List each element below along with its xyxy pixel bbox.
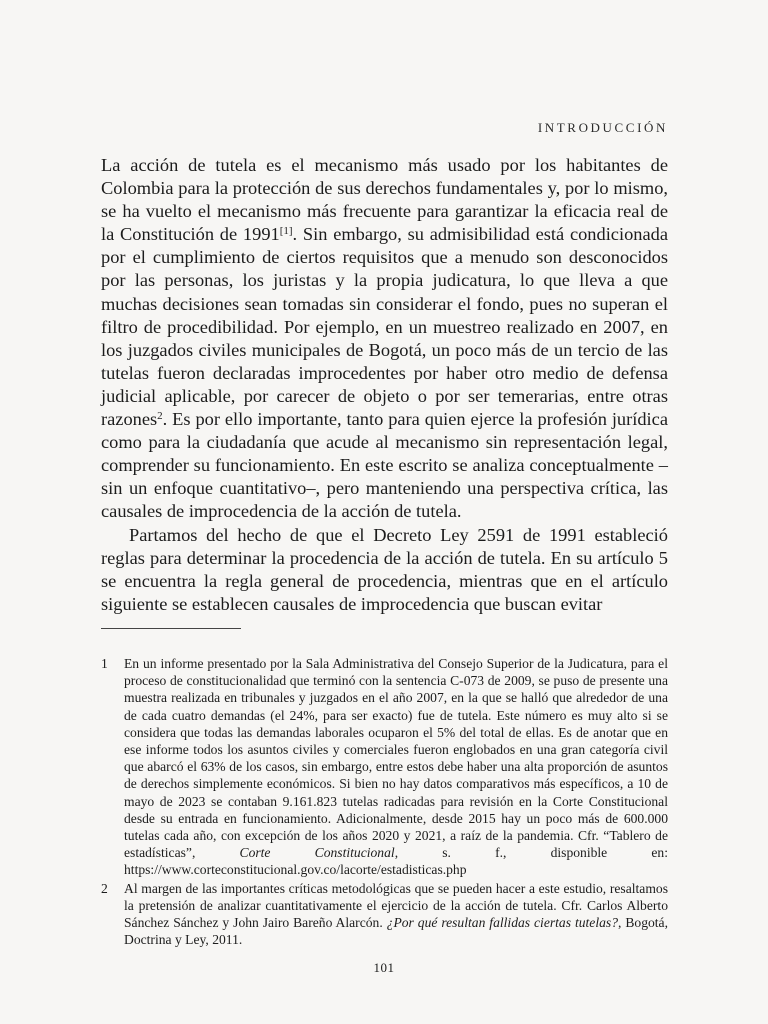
footnote-2 — [101, 880, 668, 949]
main-text — [101, 154, 668, 616]
paragraph-1 — [101, 154, 668, 524]
footnote-italic: Corte Constitucional — [239, 845, 395, 861]
footnote-italic: ¿Por qué resultan fallidas ciertas tutelas? — [386, 915, 618, 931]
paragraph-2: Partamos del hecho de que el Decreto Ley 2591 de 1991 estableció reglas para determinar la procedencia de la acción de tutela. En su artículo 5 se encuentra la regla general de procedencia, mientras que en el artículo siguiente se establecen causales de improcedencia que buscan evitar — [101, 524, 668, 614]
footnote-number: 1 — [101, 656, 108, 671]
running-head: INTRODUCCIÓN — [537, 120, 668, 135]
page-number: 101 — [373, 960, 395, 975]
footnote-text-end: , s. f., disponible en: https://www.corteconstitucional.gov.co/lacorte/estadisticas.php — [124, 845, 668, 878]
paragraph-1-part-2: . Sin embargo, su admisibilidad está condicionada por el cumplimiento de ciertos requisitos que a menudo son desconocidos por las personas, los juristas y la propia judicatura, lo que lleva a que muchas decisiones sean tomadas sin considerar el fondo, pues no superan el filtro de procedibilidad. Por ejemplo, en un muestreo realizado en 2007, en los juzgados civiles municipales de Bogotá, un poco más de un tercio de las tutelas fueron declaradas improcedentes por haber otro medio de defensa judicial aplicable, por carecer de objeto o por ser temerarias, entre otras razones — [101, 224, 668, 430]
footnote-text-end: , Bogotá, Doctrina y Ley, 2011. — [124, 915, 668, 948]
footnote-ref-1[interactable]: [1] — [279, 225, 293, 238]
footnote-text: En un informe presentado por la Sala Administrativa del Consejo Superior de la Judicatura, para el proceso de constitucionalidad que terminó con la sentencia C-073 de 2009, se puso de presente una muestra realizada en tribunales y juzgados en el año 2007, en la que se halló que alrededor de una de cada cuatro demandas (el 24%, para ser exacto) fue de tutela. Este número es muy alto si se considera que todas las demandas laborales ocuparon el 5% del total de ellas. Es de anotar que en ese informe todos los asuntos civiles y comerciales fueron englobados en una gran categoría civil que abarcó el 63% de los casos, sin embargo, entre estos debe haber una alta proporción de asuntos de derechos simplemente económicos. Si bien no hay datos comparativos más específicos, a 10 de mayo de 2023 se contaban 9.161.823 tutelas radicadas para revisión en la Corte Constitucional desde su entrada en funcionamiento. Adicionalmente, desde 2015 hay un poco más de 600.000 tutelas cada año, con excepción de los años 2020 y 2021, a raíz de la pandemia. Cfr. “Tablero de estadísticas”, — [124, 656, 668, 861]
footnote-number: 2 — [101, 880, 108, 896]
paragraph-1-part-1: La acción de tutela es el mecanismo más usado por los habitantes de Colombia para la protección de sus derechos fundamentales y, por lo mismo, se ha vuelto el mecanismo más frecuente para garantizar la eficacia real de la Constitución de 1991 — [101, 155, 668, 245]
footnote-ref-2[interactable]: 2 — [157, 410, 163, 423]
footnote-separator — [101, 628, 241, 629]
paragraph-1-part-3: . Es por ello importante, tanto para quien ejerce la profesión jurídica como para la ciudadanía que acude al mecanismo sin representación legal, comprender su funcionamiento. En este escrito se analiza conceptualmente –sin un enfoque cuantitativo–, pero manteniendo una perspectiva crítica, las causales de improcedencia de la acción de tutela. — [101, 409, 668, 522]
footnote-text: Al margen de las importantes críticas metodológicas que se pueden hacer a este estudio, resaltamos la pretensión de analizar cuantitativamente el ejercicio de la acción de tutela. Cfr. Carlos Alberto Sánchez Sánchez y John Jairo Bareño Alarcón. — [124, 880, 668, 931]
footnote-1 — [101, 655, 668, 879]
footnotes — [101, 655, 668, 949]
